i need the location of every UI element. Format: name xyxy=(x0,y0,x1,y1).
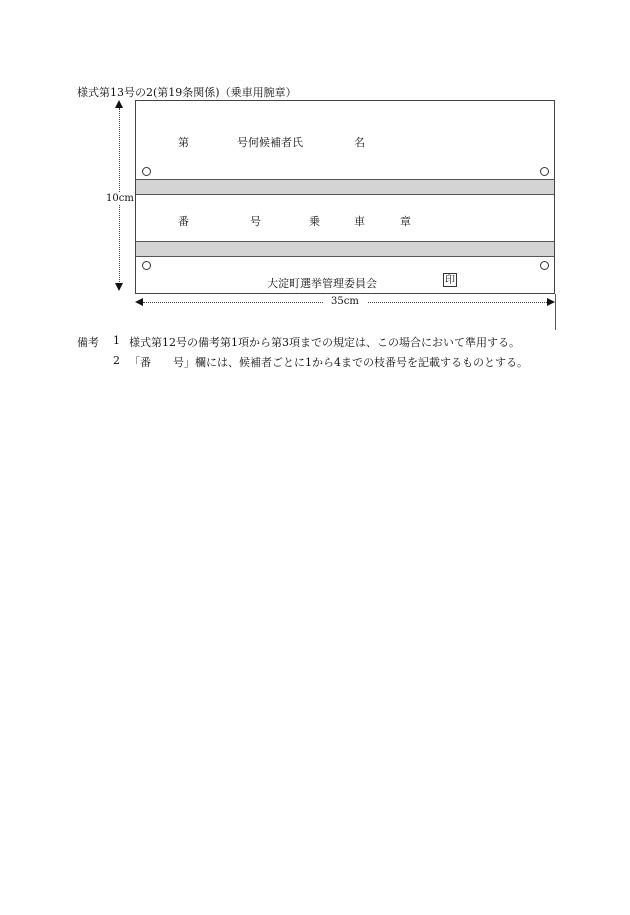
note-2-number: 2 xyxy=(113,354,120,367)
arrow-left-icon xyxy=(135,298,143,306)
hole-icon xyxy=(540,261,549,270)
row2-label-sha: 車 xyxy=(354,215,365,228)
committee-name: 大淀町選挙管理委員会 xyxy=(267,277,377,290)
width-label: 35cm xyxy=(323,296,367,307)
form-heading: 様式第13号の2(第19条関係)（乗車用腕章） xyxy=(77,86,297,99)
row2-label-jo: 乗 xyxy=(309,215,320,228)
notes-label: 備考 xyxy=(77,336,99,349)
hole-icon xyxy=(142,261,151,270)
hole-icon xyxy=(540,167,549,176)
note-1-number: 1 xyxy=(113,334,120,347)
hole-icon xyxy=(142,167,151,176)
height-label: 10cm xyxy=(106,193,134,204)
row2-label-sho: 章 xyxy=(400,215,411,228)
arrow-right-icon xyxy=(547,298,555,306)
dimension-tick xyxy=(555,294,556,330)
row2-label-go: 号 xyxy=(250,215,261,228)
row1-label-candidate: 号何候補者氏 xyxy=(237,136,303,149)
note-1-text: 様式第12号の備考第1項から第3項までの規定は、この場合において準用する。 xyxy=(129,336,520,349)
arrow-up-icon xyxy=(115,100,123,108)
row2-label-ban: 番 xyxy=(178,215,189,228)
note-2-text: 「番 号」欄には、候補者ごとに1から4までの枝番号を記載するものとする。 xyxy=(129,356,528,369)
row1-label-name: 名 xyxy=(354,136,365,149)
arrow-down-icon xyxy=(115,283,123,291)
seal-stamp: 印 xyxy=(445,275,455,286)
armband-diagram xyxy=(135,100,555,294)
shaded-band-bottom xyxy=(136,241,554,257)
shaded-band-top xyxy=(136,179,554,195)
row1-label-dai: 第 xyxy=(178,136,189,149)
